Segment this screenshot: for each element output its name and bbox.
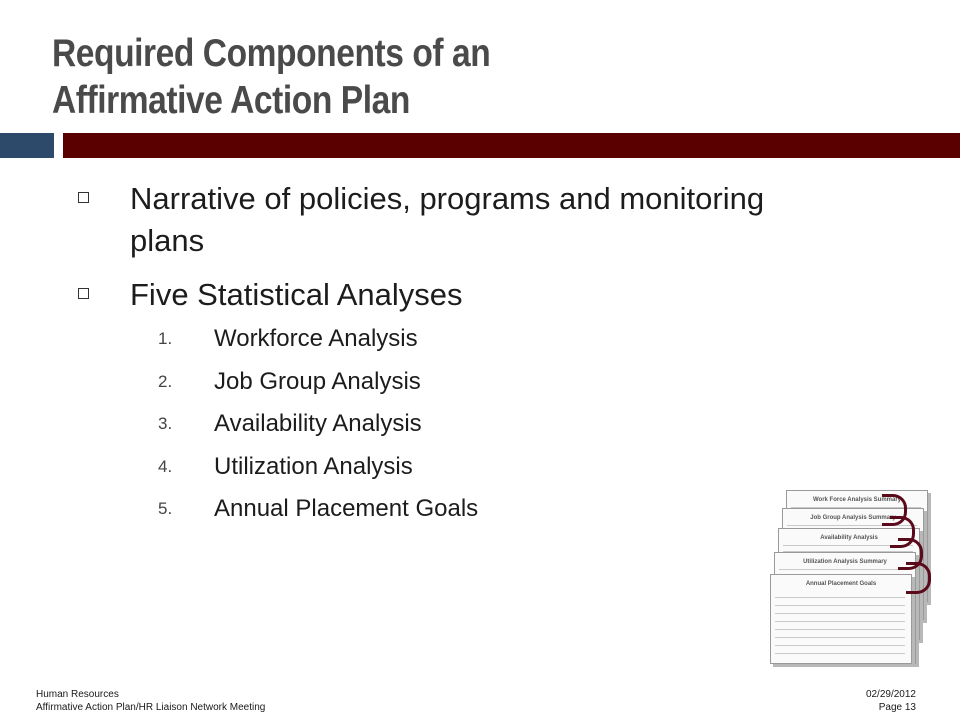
list-item-text: Utilization Analysis [214, 452, 413, 480]
thumbnail-title: Availability Analysis [820, 535, 878, 541]
footer-date: 02/29/2012 [865, 689, 916, 700]
thumbnail-placement-goals [770, 574, 912, 664]
slide-title [52, 30, 585, 124]
square-bullet-icon [78, 192, 89, 203]
footer-page-number: Page 13 [878, 702, 916, 713]
list-item [158, 361, 798, 404]
list-item-text: Annual Placement Goals [214, 495, 479, 522]
title-rule-red [63, 133, 960, 158]
footer-right [866, 688, 916, 714]
list-number: 4. [158, 456, 173, 476]
list-number: 1. [158, 329, 173, 348]
report-thumbnail-stack [770, 490, 940, 665]
title-line-1: Required Components of an [52, 32, 491, 75]
curved-arrow-icon [906, 562, 931, 594]
square-bullet-icon [78, 288, 89, 299]
list-number: 5. [158, 499, 173, 518]
footer-department: Human Resources [36, 689, 119, 700]
list-item [158, 403, 798, 446]
thumbnail-title: Job Group Analysis Summary [810, 515, 896, 521]
footer-left [36, 688, 265, 714]
list-item-text: Workforce Analysis [214, 325, 418, 352]
title-line-2: Affirmative Action Plan [52, 79, 410, 122]
bullet-list [78, 178, 798, 531]
list-item-text: Job Group Analysis [214, 367, 421, 395]
bullet-item-narrative [78, 178, 798, 262]
bullet-text: Five Statistical Analyses [130, 277, 463, 312]
list-item [158, 488, 798, 531]
list-number: 3. [158, 414, 173, 433]
thumbnail-title: Work Force Analysis Summary [812, 497, 902, 503]
footer-meeting: Affirmative Action Plan/HR Liaison Network Meeting [36, 702, 266, 713]
list-item [158, 446, 798, 489]
list-number: 2. [158, 371, 173, 391]
bullet-text: Narrative of policies, programs and monitoring plans [130, 181, 765, 258]
list-item-text: Availability Analysis [214, 410, 422, 437]
thumbnail-title: Annual Placement Goals [805, 581, 877, 587]
title-rule-blue [0, 133, 54, 158]
analyses-numbered-list [78, 318, 798, 531]
thumbnail-title: Utilization Analysis Summary [803, 559, 887, 565]
list-item [158, 318, 798, 361]
bullet-item-analyses [78, 274, 798, 316]
